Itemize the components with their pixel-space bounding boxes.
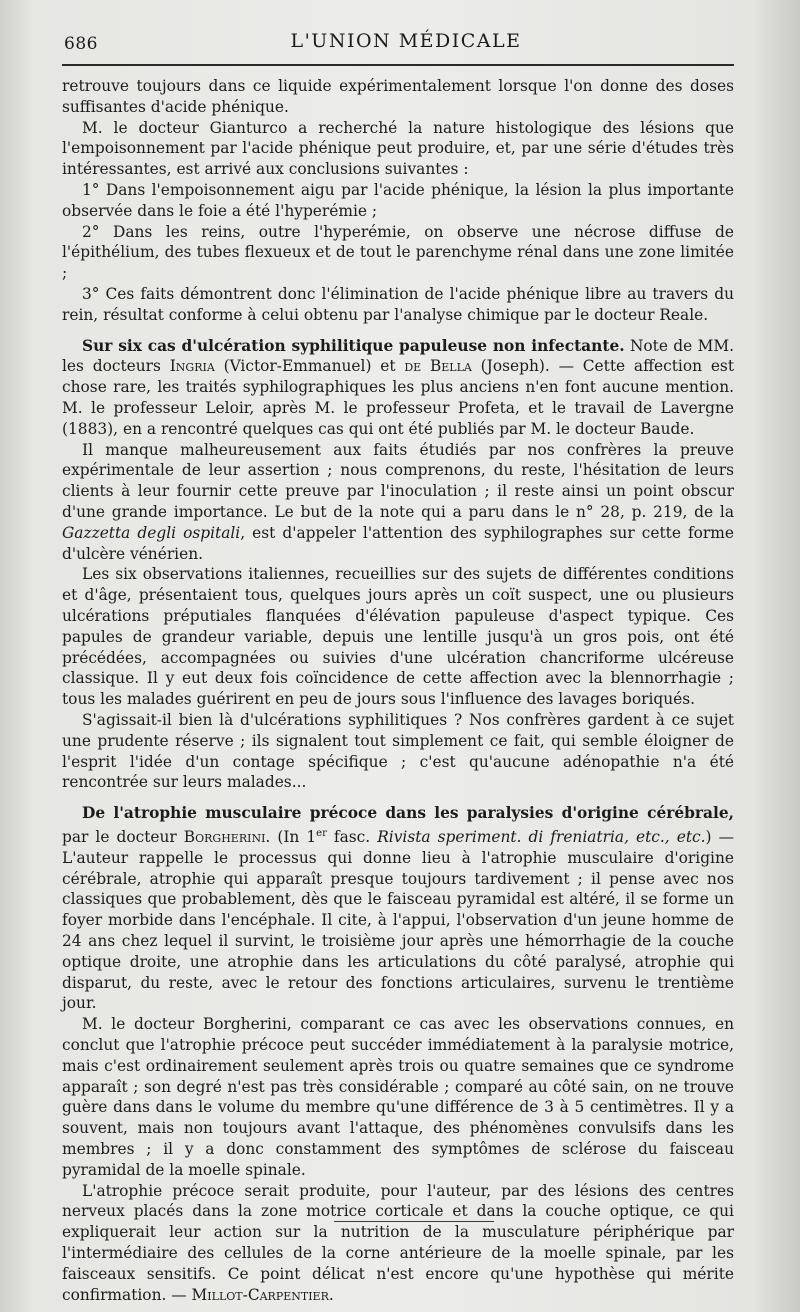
paragraph-p11: [62, 1014, 734, 1180]
paragraph-p2: [62, 118, 734, 180]
paragraph-p9: [62, 710, 734, 793]
header-rule: [62, 64, 734, 66]
text-segment: par le docteur: [62, 828, 184, 847]
text-segment: (Joseph). — Cette affection est chose rare, les traités syphilographiques les plus anciens n'en font aucune mention. M. le professeur Leloir, après M. le professeur Profeta, et le travail de Lavergne (1883), en a rencontré quelques cas qui ont été publiés par M. le docteur Baude.: [62, 357, 735, 438]
paragraph-p10: [62, 803, 734, 1014]
paragraph-p1: [62, 76, 734, 118]
text-segment: S'agissait-il bien là d'ulcérations syphilitiques ? Nos confrères gardent à ce sujet une prudente réserve ; ils signalent tout simplement ce fait, qui semble éloigner de l'esprit l'idée d'un contage spécifique ; c'est qu'aucune adénopathie n'a été rencontrée sur leurs malades...: [62, 710, 734, 792]
paragraph-p12: [62, 1181, 734, 1306]
paragraph-p8: [62, 564, 734, 710]
text-segment: , est d'appeler l'attention des syphilographes sur cette forme d'ulcère vénérien.: [62, 523, 734, 563]
text-segment: Les six observations italiennes, recueillies sur des sujets de différentes conditions et d'âge, présentaient tous, quelques jours après un coït suspect, une ou plusieurs ulcérations préputiales flanquées d'élévation papuleuse d'aspect typique. Ces papules de grandeur variable, depuis une lentille jusqu'à un gros pois, ont été précédées, accompagnées ou suivies d'une ulcération chancriforme ulcéreuse classique. Il y eut deux fois coïncidence de cette affection avec la blennorrhagie ; tous les malades guérirent en peu de jours sous l'influence des lavages boriqués.: [62, 565, 734, 709]
paragraph-p5: [62, 284, 734, 326]
text-segment: Sur six cas d'ulcération syphilitique papuleuse non infectante.: [82, 336, 625, 355]
paragraph-p3: [62, 180, 734, 222]
text-segment: De l'atrophie musculaire précoce dans les paralysies d'origine cérébrale,: [82, 804, 734, 823]
text-segment: Note de MM. les docteurs: [62, 336, 734, 376]
text-segment: Rivista speriment. di freniatria, etc., etc.: [377, 828, 706, 847]
text-segment: Borgherini: [183, 828, 266, 847]
page-number: 686: [64, 34, 98, 54]
text-segment: de Bella: [404, 357, 472, 376]
paragraph-p6: [62, 336, 734, 440]
text-segment: retrouve toujours dans ce liquide expérimentalement lorsque l'on donne des doses suffisantes d'acide phénique.: [62, 77, 734, 116]
text-segment: 1° Dans l'empoisonnement aigu par l'acide phénique, la lésion la plus importante observée dans le foie a été l'hyperémie ;: [62, 180, 734, 220]
text-segment: Gazzetta degli ospitali: [62, 523, 241, 542]
text-segment: M. le docteur Borgherini, comparant ce cas avec les observations connues, en conclut que l'atrophie précoce peut succéder immédiatement à la paralysie motrice, mais c'est ordinairement seulement après trois ou quatre semaines que ce syndrome apparaît ; son degré n'est pas très considérable ; comparé au côté sain, on ne trouve guère dans dans le volume du membre qu'une différence de 3 à 5 centimètres. Il y a souvent, mais non toujours avant l'attaque, des phénomènes convulsifs dans les membres ; il y a donc constamment des symptômes de sclérose du faisceau pyramidal de la moelle spinale.: [62, 1015, 734, 1179]
paragraph-p4: [62, 222, 734, 284]
end-rule: [334, 1221, 494, 1222]
text-segment: Millot-Carpentier: [191, 1285, 329, 1304]
journal-title: L'UNION MÉDICALE: [290, 30, 522, 52]
page-header: [62, 30, 750, 60]
text-segment: .: [328, 1285, 334, 1304]
text-segment: 2° Dans les reins, outre l'hyperémie, on observe une nécrose diffuse de l'épithélium, des tubes flexueux et de tout le parenchyme rénal dans une zone limitée ;: [62, 222, 734, 283]
article-text: [62, 76, 734, 1305]
paragraph-p7: [62, 440, 734, 565]
text-segment: Il manque malheureusement aux faits étudiés par nos confrères la preuve expérimentale de leur assertion ; nous comprenons, du reste, l'hésitation de leurs clients à leur fournir cette preuve par l'inoculation ; il reste ainsi un point obscur d'une grande importance. Le but de la note qui a paru dans le n° 28, p. 219, de la: [62, 440, 734, 521]
text-segment: fasc.: [326, 828, 378, 847]
text-segment: M. le docteur Gianturco a recherché la nature histologique des lésions que l'empoisonnement par l'acide phénique peut produire, et, par une série d'études très intéressantes, est arrivé aux conclusions suivantes :: [62, 118, 734, 179]
text-segment: er: [316, 827, 327, 839]
text-segment: Ingria: [169, 357, 215, 376]
text-segment: . (In 1: [265, 828, 317, 847]
text-segment: ) — L'auteur rappelle le processus qui donne lieu à l'atrophie musculaire d'origine cérébrale, atrophie qui apparaît presque toujours tardivement ; il pense avec nos classiques que probablement, dès que le faisceau pyramidal est altéré, il se forme un foyer morbide dans l'encéphale. Il cite, à l'appui, l'observation d'un jeune homme de 24 ans chez lequel il survint, le troisième jour après une hémorrhagie de la couche optique droite, une atrophie dans les articulations du côté paralysé, atrophie qui disparut, du reste, avec le retour des fonctions articulaires, survenu le trentième jour.: [62, 828, 734, 1013]
text-segment: (Victor-Emmanuel) et: [214, 357, 405, 376]
text-segment: L'atrophie précoce serait produite, pour l'auteur, par des lésions des centres nerveux placés dans la zone motrice corticale et dans la couche optique, ce qui expliquerait leur action sur la nutrition de la musculature périphérique par l'intermédiaire des cellules de la corne antérieure de la moelle spinale, par les faisceaux sensitifs. Ce point délicat n'est encore qu'une hypothèse qui mérite confirmation. —: [62, 1181, 734, 1304]
text-segment: 3° Ces faits démontrent donc l'élimination de l'acide phénique libre au travers du rein, résultat conforme à celui obtenu par l'analyse chimique par le docteur Reale.: [62, 284, 734, 324]
